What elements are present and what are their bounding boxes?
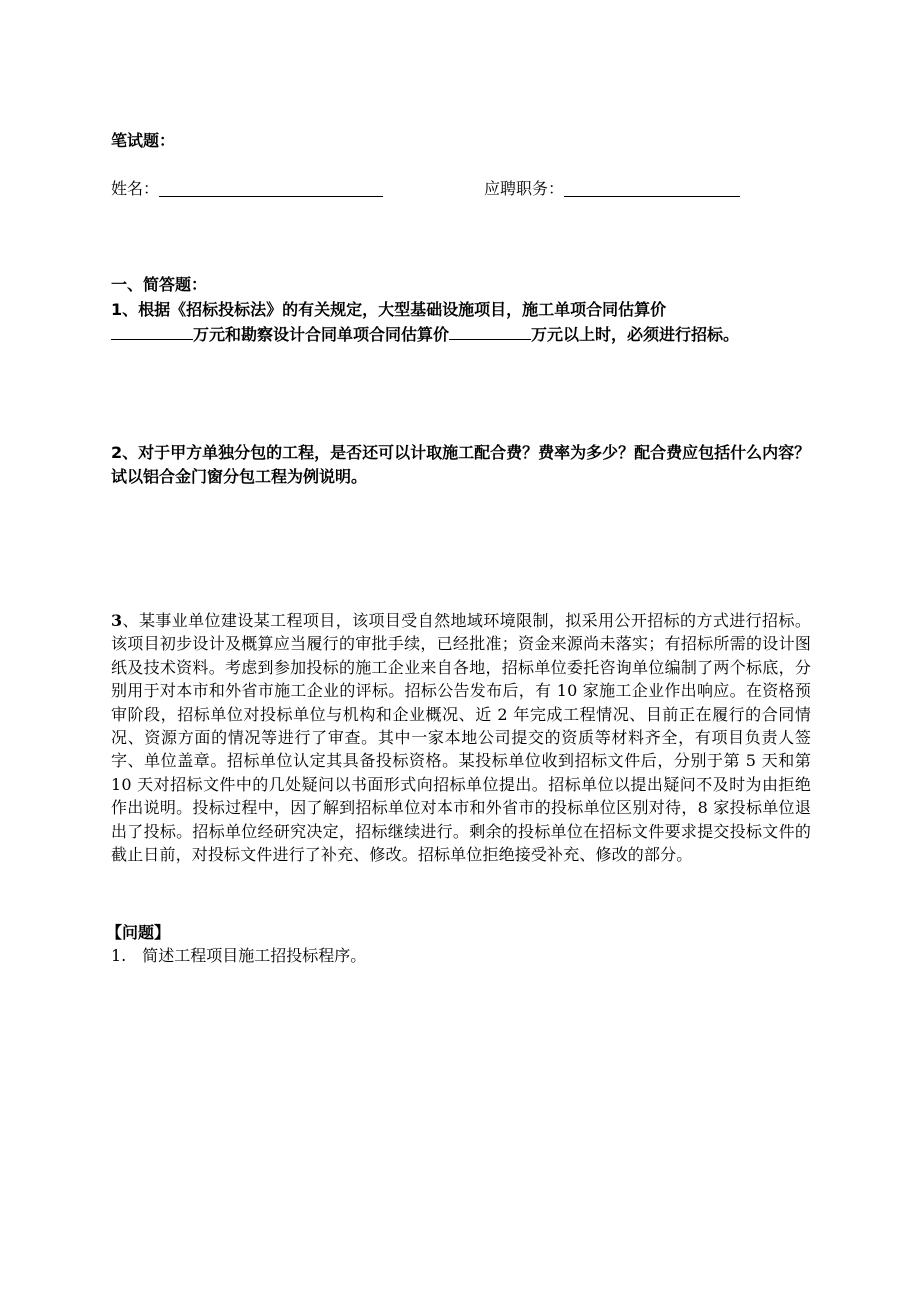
question-1-part2: 万元和勘察设计合同单项合同估算价 — [193, 325, 450, 344]
name-blank-line — [159, 178, 383, 197]
question-3 — [111, 609, 811, 866]
job-label: 应聘职务： — [484, 179, 565, 198]
job-blank-line — [564, 178, 740, 197]
question-2: 2、对于甲方单独分包的工程，是否还可以计取施工配合费？费率为多少？配合费应包括什么内容？试以铝合金门窗分包工程为例说明。 — [111, 443, 811, 486]
question-1-part3: 万元以上时，必须进行招标。 — [531, 325, 740, 344]
job-field — [484, 178, 740, 200]
section-heading: 一、简答题： — [111, 275, 208, 294]
issue-item: 1. 简述工程项目施工招投标程序。 — [111, 946, 367, 965]
question-1 — [111, 298, 823, 347]
question-1-blank-2 — [449, 322, 531, 340]
page-title: 笔试题： — [111, 131, 176, 150]
question-3-body: 、某事业单位建设某工程项目，该项目受自然地域环境限制，拟采用公开招标的方式进行招标。该项目初步设计及概算应当履行的审批手续，已经批准；资金来源尚未落实；有招标所需的设计图纸及技术资料。考虑到参加投标的施工企业来自各地，招标单位委托咨询单位编制了两个标底，分别用于对本市和外省市施工企业的评标。招标公告发布后，有 10 家施工企业作出响应。在资格预审阶段，招标单位对投标单位与机构和企业概况、近 2 年完成工程情况、目前正在履行的合同情况、资源方面的情况等进行了审查。其中一家本地公司提交的资质等材料齐全，有项目负责人签字、单位盖章。招标单位认定其具备投标资格。某投标单位收到招标文件后，分别于第 5 天和第 10 天对招标文件中的几处疑问以书面形式向招标单位提出。招标单位以提出疑问不及时为由拒绝作出说明。投标过程中，因了解到招标单位对本市和外省市的投标单位区别对待，8 家投标单位退出了投标。招标单位经研究决定，招标继续进行。剩余的投标单位在招标文件要求提交投标文件的截止日前，对投标文件进行了补充、修改。招标单位拒绝接受补充、修改的部分。 — [111, 611, 811, 865]
question-3-number: 3 — [111, 611, 123, 630]
question-1-blank-1 — [111, 322, 193, 340]
question-1-part1: 1、根据《招标投标法》的有关规定，大型基础设施项目，施工单项合同估算价 — [111, 300, 667, 319]
name-field — [111, 178, 383, 200]
name-label: 姓名： — [111, 179, 160, 198]
issue-heading: 【问题】 — [106, 923, 171, 942]
